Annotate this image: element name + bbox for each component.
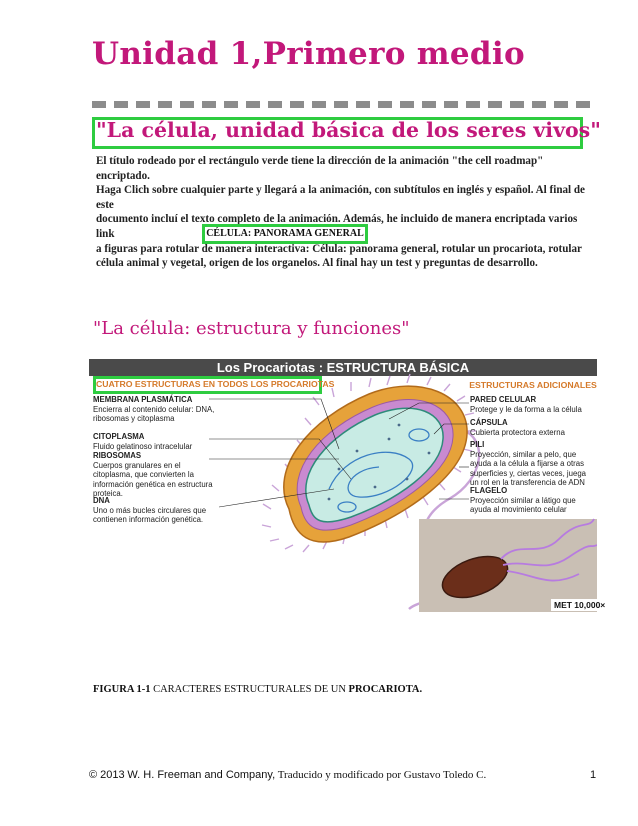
caption-number: FIGURA 1-1 bbox=[93, 684, 151, 695]
label-desc: Proyección, similar a pelo, que ayuda a la célula a fijarse a otras superficies y, ciertas veces, juega un rol en la transferencia de ADN bbox=[470, 449, 586, 488]
label-desc: Encierra al contenido celular: DNA, ribosomas y citoplasma bbox=[93, 404, 215, 424]
intro-line: El título rodeado por el rectángulo verde tiene la dirección de la animación "the cell roadmap" encriptado. bbox=[96, 155, 544, 182]
label-desc: Uno o más bucles circulares que contienen información genética. bbox=[93, 505, 207, 525]
intro-line: documento incluí el texto completo de la animación. Además, he incluido de manera encriptada varios link bbox=[96, 213, 578, 240]
figure-header: Los Procariotas : ESTRUCTURA BÁSICA bbox=[89, 359, 597, 376]
label-pili bbox=[470, 440, 594, 488]
label-desc: Fluido gelatinoso intracelular bbox=[93, 441, 193, 451]
label-membrane bbox=[93, 395, 221, 424]
label-title: FLAGELO bbox=[470, 486, 508, 495]
dashed-divider bbox=[92, 101, 592, 108]
label-flagellum bbox=[470, 486, 594, 515]
label-title: PARED CELULAR bbox=[470, 395, 537, 404]
footer-note: Traducido y modificado por Gustavo Toledo C. bbox=[277, 769, 487, 781]
label-cytoplasm bbox=[93, 432, 221, 451]
label-desc: Proyección similar a látigo que ayuda al movimiento celular bbox=[470, 495, 576, 515]
label-desc: Protege y le da forma a la célula bbox=[470, 404, 582, 414]
footer bbox=[89, 769, 486, 781]
footer-publisher: W. H. Freeman and Company, bbox=[127, 769, 276, 781]
intro-line: Haga Clich sobre cualquier parte y llegará a la animación, con subtítulos en inglés y español. Al final de este bbox=[96, 184, 585, 211]
unit-subtitle-link[interactable]: "La célula, unidad básica de los seres vivos" bbox=[96, 118, 601, 142]
left-header[interactable]: CUATRO ESTRUCTURAS EN TODOS LOS PROCARIOTAS bbox=[96, 379, 335, 389]
label-ribosomes bbox=[93, 451, 221, 499]
label-desc: Cubierta protectora externa bbox=[470, 427, 565, 437]
label-title: PILI bbox=[470, 440, 485, 449]
figure-caption bbox=[93, 684, 422, 695]
label-title: CITOPLASMA bbox=[93, 432, 145, 441]
label-capsule bbox=[470, 418, 594, 437]
label-desc: Cuerpos granulares en el citoplasma, que convierten la información genética en estructura proteica. bbox=[93, 460, 213, 499]
section-title: "La célula: estructura y funciones" bbox=[93, 318, 410, 339]
intro-line: a figuras para rotular de manera interactiva: Célula: panorama general, rotular un procariota, rotular bbox=[96, 242, 582, 255]
right-header: ESTRUCTURAS ADICIONALES bbox=[469, 380, 597, 390]
page-number: 1 bbox=[590, 769, 597, 781]
intro-paragraph bbox=[96, 154, 586, 271]
footer-copyright: © 2013 bbox=[89, 769, 125, 781]
label-title: CÁPSULA bbox=[470, 418, 508, 427]
label-cell-wall bbox=[470, 395, 594, 414]
caption-text: CARACTERES ESTRUCTURALES DE UN bbox=[153, 684, 346, 695]
micrograph-scale: MET 10,000× bbox=[551, 599, 608, 611]
label-dna bbox=[93, 496, 221, 525]
intro-line: célula animal y vegetal, origen de los organelos. Al final hay un test y preguntas de desarrollo. bbox=[96, 257, 538, 270]
page-title: Unidad 1,Primero medio bbox=[92, 36, 525, 72]
caption-bold-word: PROCARIOTA. bbox=[348, 684, 423, 695]
label-title: MEMBRANA PLASMÁTICA bbox=[93, 395, 193, 404]
label-title: RIBOSOMAS bbox=[93, 451, 142, 460]
cell-overview-link[interactable]: CÉLULA: PANORAMA GENERAL bbox=[202, 224, 368, 244]
label-title: DNA bbox=[93, 496, 110, 505]
prokaryote-figure bbox=[89, 359, 606, 612]
